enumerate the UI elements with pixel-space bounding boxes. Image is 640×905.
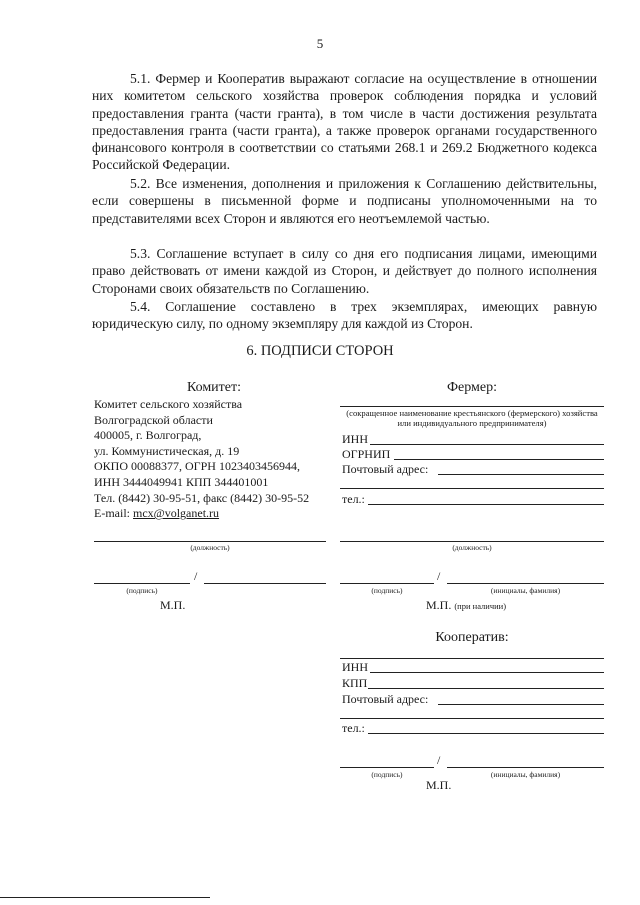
cooperative-inn-label: ИНН [342,660,368,674]
committee-line: Тел. (8442) 30-95-51, факс (8442) 30-95-52 [94,490,310,505]
farmer-address-line[interactable] [438,474,604,475]
farmer-inn-line[interactable] [370,444,604,445]
cooperative-address-label: Почтовый адрес: [342,692,429,706]
cooperative-signature-line [340,767,434,768]
cooperative-initials-line [447,767,604,768]
committee-heading: Комитет: [186,380,242,395]
farmer-name-caption: (сокращенное наименование крестьянского (фермерского) хозяйства или индивидуального предпринимателя) [346,408,598,428]
committee-name-line [204,583,326,584]
committee-line: Волгоградской области [94,412,213,427]
page-number: 5 [316,36,324,51]
cooperative-kpp-line[interactable] [368,688,604,689]
committee-stamp: М.П. [160,598,186,612]
farmer-position-line [340,541,604,542]
committee-signature-line [94,583,190,584]
farmer-name-line [340,406,604,407]
farmer-position-caption: (должность) [452,543,492,552]
committee-line: 400005, г. Волгоград, [94,428,202,443]
committee-position-caption: (должность) [190,543,230,552]
farmer-stamp-label: М.П. [426,598,452,612]
farmer-ogrnip-label: ОГРНИП [342,447,391,461]
committee-email-row [94,506,334,522]
paragraph-5-2: 5.2. Все изменения, дополнения и приложения к Соглашению действительны, если совершены в письменной форме и подписаны уполномоченными на то представителями всех Сторон и являются его неотъемлемой частью. [92,176,597,226]
farmer-address-line-2[interactable] [340,488,604,489]
committee-line: ОКПО 00088377, ОГРН 1023403456944, [94,459,300,474]
paragraph-5-3: 5.3. Соглашение вступает в силу со дня его подписания лицами, имеющими право действовать от имени каждой из Сторон, и действует до полного исполнения Сторонами своих обязательств по Соглашению. [92,246,597,296]
committee-line: ИНН 3444049941 КПП 344401001 [94,474,269,489]
email-link[interactable]: mcx@volganet.ru [133,506,220,521]
farmer-stamp-note: (при наличии) [454,601,507,611]
committee-line: ул. Коммунистическая, д. 19 [94,443,240,458]
cooperative-kpp-label: КПП [342,676,368,690]
cooperative-phone-label: тел.: [342,721,365,735]
cooperative-top-line [340,658,604,659]
committee-signature-caption: (подпись) [126,586,158,595]
farmer-phone-line[interactable] [368,504,604,505]
cooperative-initials-caption: (инициалы, фамилия) [490,770,561,779]
cooperative-signature-caption: (подпись) [371,770,403,779]
cooperative-inn-line[interactable] [370,672,604,673]
farmer-signature-line [340,583,434,584]
farmer-initials-caption: (инициалы, фамилия) [490,586,561,595]
committee-details [94,397,334,522]
farmer-ogrnip-line[interactable] [394,459,604,460]
farmer-stamp [426,598,506,613]
section-6-title: 6. ПОДПИСИ СТОРОН [246,343,394,359]
paragraph-5-1: 5.1. Фермер и Кооператив выражают согласие на осуществление в отношении них комитетом сельского хозяйства проверок соблюдения порядка и условий предоставления гранта (части гранта), в том числе в части достижения результата предоставления гранта (части гранта), а также проверок органами государственного финансового контроля в соответствии со статьями 268.1 и 269.2 Бюджетного кодекса Российской Федерации. [92,71,597,173]
cooperative-address-line[interactable] [438,704,604,705]
cooperative-stamp: М.П. [426,778,452,792]
email-label: E-mail: [94,506,130,521]
farmer-initials-line [447,583,604,584]
farmer-inn-label: ИНН [342,432,368,446]
farmer-signature-caption: (подпись) [371,586,403,595]
farmer-phone-label: тел.: [342,492,365,506]
committee-slash: / [194,569,198,583]
cooperative-slash: / [437,753,441,767]
farmer-address-label: Почтовый адрес: [342,462,429,476]
committee-position-line [94,541,326,542]
footnote-rule [0,897,210,898]
cooperative-address-line-2[interactable] [340,718,604,719]
cooperative-heading: Кооператив: [435,630,509,645]
paragraph-5-4: 5.4. Соглашение составлено в трех экземплярах, имеющих равную юридическую силу, по одному экземпляру для каждой из Сторон. [92,299,597,332]
committee-line: Комитет сельского хозяйства [94,397,243,411]
cooperative-phone-line[interactable] [368,733,604,734]
farmer-slash: / [437,569,441,583]
farmer-heading: Фермер: [446,380,498,395]
